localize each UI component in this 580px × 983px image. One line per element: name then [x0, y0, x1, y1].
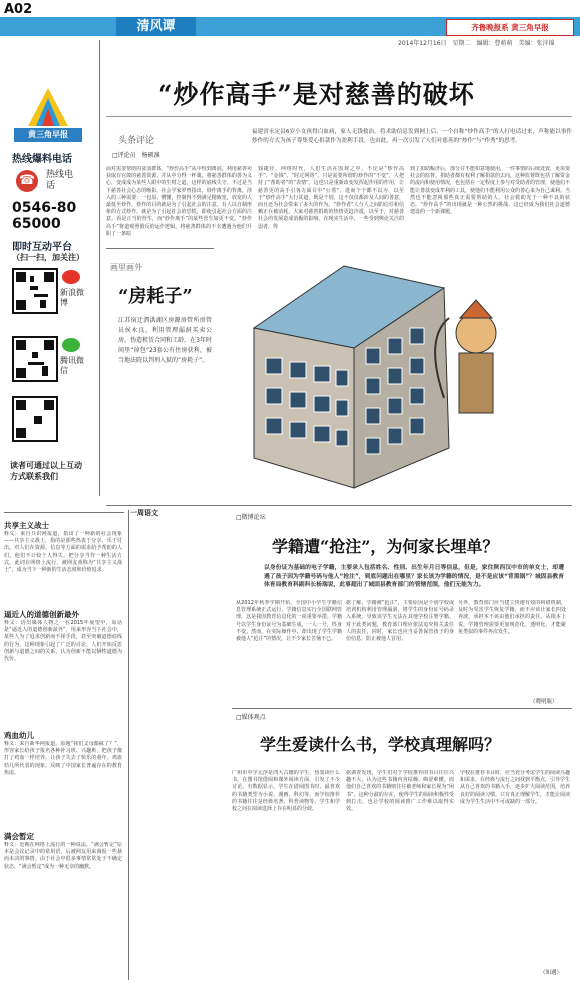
weibo-label: 新浪微博: [60, 288, 84, 307]
sidebar: [0, 40, 96, 495]
weekly-item-body: 释义：来自共识网报道，指出了一种新的社会现象——共享主义战士，指的是那些热衷于分享、乐于付出，对人们在资源、信息等方面的需求给予帮助的人们，他们不计较个人得失，把分享当作一种生活方式。此词在网络上流行，被网友戏称为“共享主义战士”，成为当下一种新的生活态度和价值追求。: [4, 531, 122, 574]
interact-sub: （扫一扫，加关注）: [12, 253, 84, 262]
section-name: 清风谭: [116, 17, 196, 36]
divider: [99, 40, 100, 496]
story2-signature: （晓明瓶）: [530, 699, 558, 705]
paper-logo: 齐鲁晚报系 黄三角早报: [446, 19, 574, 36]
sidebar-footer-note: 读者可通过以上互动方式联系我们: [10, 461, 82, 481]
weekly-header: 一周语文: [130, 509, 158, 517]
cartoon-caption: 江苏宿迁泗洪湖区房源房管所房管员侯永良，利用管理漏洞买卖公房，伪造租赁合同和工龄，在3年时间里“掉包”23套公有住房获利，被当地法院以判刑入狱的“房耗子”。: [118, 317, 212, 364]
weekly-item-title: 共享主义战士: [4, 521, 49, 530]
phone-icon: ☎: [16, 170, 38, 192]
weekly-item-body: 释义：语出媒体人物之一在2015年展望中，原话是“逼近人的道德创新最外”，用来形容当下社会中，某些人为了追求创新而不择手段，甚至突破道德底线的行为。这种现象引起了广泛的讨论，人们开始反思创新与道德之间的关系，认为创新不能以牺牲道德为代价。: [4, 620, 122, 663]
divider: [106, 116, 572, 117]
story3-signature: （知遇）: [540, 970, 563, 976]
article-col-1: 面对需要帮助的贫弱群体，“炒作高手”从中恒到离底，利用慈善卖获取有官敛的慈善资源，并从中分得一杯羹，将慈善群体的善为义心，变成成为某些人眼中的生财之道，这样的底线失守，不过是当下慈善社会心态的缩影。社会学家罗曾指出，炒作离手的背离，涉入的三种需要：一包原、懵懂，控制得不到满足精致宽，放宽的人最低至炒作，炒作的目的就是为了引起社会的注意。有人以自制形象的方式炒作，就是为了引起社会的恐慌，即使引起社会方面的注意，看是正当的营生，而“炒作离手”的某些营生如更不变。“炒作高手”将道观照假反的运作逻辑，将慈善群体的不幸遭遇为他们升职了一条暗: [106, 166, 252, 237]
divider: [232, 708, 572, 709]
story3-headline: 学生爱读什么书，学校真理解吗？: [260, 735, 501, 754]
weekly-item: [4, 520, 122, 603]
article-col-3: 到了捐助赈济后，部分并不能如意地使用，一件事情的后续处置，更需要社会的监督。捐助者都有权利了解捐款的去向，这种监督既包括了解资金的流向和使用情况，也包括在一定程度上参与对受助者的管理，使他们不能让善款变成牟利的工具，使他们不能利用公众的善心来为自己谋利。当然也不能忽视那些真正需要帮助的人。社会救助光于一种不良的状态，“炒作高手”的出现就是一种公然的挑战，这已经成为我们社会道德建设的一个新课题。: [410, 166, 570, 216]
hotline-title: 热线爆料电话: [12, 154, 72, 165]
story2-lead: 以身份证为基础的电子学籍，主要录入包括姓名、性别、出生年月日等信息，但是，家住陕西汉中市的单女士，却遭遇了孩子因为学籍号码与他人“抢注”，到底问题出在哪里？家长该为学籍的情况，是不是应该“背黑锅”？城固县教育体育局教育科副科长杨瑞说，此事超出了城固县教育部门的管辖范围，他们无能为力。: [264, 565, 564, 589]
brand-logo-icon: [24, 86, 72, 130]
divider: [4, 512, 124, 513]
divider: [128, 510, 129, 980]
sidebar-brand: 黄三角早报: [14, 128, 82, 142]
hotline-label: 热线电话: [46, 170, 74, 191]
story3-col-2: 据调查发现，学生们对于学校推荐的书目往往兴趣不大，认为这些书籍内容枯燥、晦涩难懂，而他们自己喜欢的书籍则往往被老师和家长视为“闲书”。这种分歧的存在，使得学生的阅读积极性受到打击，也让学校的阅读推广工作难以取得实效。: [346, 770, 454, 813]
story2-headline: 学籍遭“抢注”，为何家长埋单？: [272, 537, 499, 556]
main-headline: “炒作高手”是对慈善的破坏: [158, 80, 475, 109]
hotline-number: 0546-8065000: [12, 200, 77, 232]
wechat-icon: [62, 338, 80, 352]
page-number: A02: [4, 2, 33, 17]
extra-qr-code: [12, 396, 58, 442]
interact-title: 即时互动平台: [12, 242, 72, 253]
article-col-2: 钱捷径。网络时代，人们生活在围观之中，不论是“炒作高手”、“金钱”，“时过网络”，只是需要所谓的炒作的“不变”，人把持了“帮助者”的“表情”，这也只是重新改变发挥起作用的作用，让慈善更的高手引各方面目中“公善”，进而个个都不以为，以至于“炒作高手”大行其道，既是个别，这不仅仅都涉及人间的善意，而且还为社会带来了多大的作为。“炒作者”人与人之间的信任和信赖正在被消耗，大家对慈善捐助的热情更趋冷漠，以至于，对慈善社会的发展造成消极的影响。在现实生活中，一些受到舆论关注的弱者，得: [258, 166, 404, 230]
story3-column-label: □媒体观点: [236, 714, 266, 721]
weibo-qr-code: [12, 268, 58, 314]
weekly-item-body: 释义：来自新华网报道，原题“我们父母都疯了？”，形容家长给孩子报名各种补习班、兴趣班，把孩子像打了鸡血一样培养，让孩子失去了快乐的童年。鸡血幼儿所代表的现象，反映了中国家长普遍存在的教育焦虑。: [4, 741, 122, 776]
lead-paragraph: 福建省永定县6岁小女孩得白血病，家人无钱救治，将求助信息发到网上后，一个自称“炒作高手”的人打电话过来，声称能以事件炒作的方式为孩子筹集爱心捐款作为盈利手段。也由此，再一次引发了人们对慈善的“炒作”与“作秀”的思考。: [252, 129, 572, 144]
divider: [106, 248, 214, 249]
weekly-item: [4, 609, 122, 724]
weekly-item: [4, 730, 122, 825]
weekly-item-body: 释义：近期在网络上流行的一种说法，“满会暂定”原本是会议记录中的常用语，后被网友用来调侃一些悬而未决的事情。由于社会中很多事情常常处于不确定状态，“满会暂定”成为一种无奈的幽默。: [4, 842, 122, 870]
story2-col-3: 另外，教育部门应当建立快速有效的纠错机制，及时为受害学生恢复学籍，而不应该让家长四处奔波，承担本不该由他们承担的责任。从根本上说，学籍管理需要更加规范化、透明化，才能避免类似的事件再次发生。: [458, 600, 566, 635]
divider: [106, 505, 572, 506]
house-cartoon-image: [214, 248, 514, 503]
cartoon-column-label: 画里画外: [110, 263, 142, 272]
weekly-item-title: 满会暂定: [4, 832, 34, 841]
dateline: 2014年12月16日 星期二 编辑：曹萌萌 美编：张沣锦: [398, 40, 555, 47]
byline: □评论员 杨硕凛: [112, 152, 160, 159]
wechat-label: 腾讯微信: [60, 356, 84, 375]
weibo-icon: [62, 270, 80, 284]
story3-col-1: 广州市中学元浮是四大古籍的学生，热衷读什么书，在图书馆借阅和课外阅读方面，引发了不少讨论。有数据显示，学生在借阅图书时，最喜欢的书籍类型为小说、漫画、科幻等，而学校推荐的书籍往往是经典名著、科普读物等。学生和学校之间在阅读选择上存在明显的分歧。: [232, 770, 340, 813]
cartoon-title: “房耗子”: [118, 286, 193, 307]
story2-col-2: 据了解，学籍被“抢注”，主要原因是个别学校或培训机构利用管理漏洞，将学生的身份证号码录入系统，导致该学生无法在其他学校注册学籍。对于此类问题，教育部门理应依法追究相关责任人的责任，同时，家长也应当妥善保管孩子的身份信息，防止被他人冒用。: [346, 600, 454, 643]
story2-col-1: 从2012年秋季学期开始，全国中小学生学籍信息管理系统正式运行，学籍信息实行全国联网管理，这是我国教育信息化的一项重要举措。学籍号以学生身份证号为基础生成，一人一号，终身不变。然而，在实际操作中，却出现了学生学籍被他人“抢注”的情况，让不少家长苦恼不已。: [236, 600, 342, 643]
story2-column-label: □微博论坛: [236, 514, 266, 521]
column-label: 头条评论: [118, 136, 155, 146]
weekly-item: [4, 831, 122, 932]
weekly-item-title: 鸡血幼儿: [4, 731, 34, 740]
weekly-item-title: 逼近人的道德创新最外: [4, 610, 79, 619]
weekly-list: [4, 520, 122, 932]
story3-col-3: 学校在推荐书目时，应当充分考虑学生的阅读兴趣和需求，在经典与流行之间找到平衡点，引导学生从自己喜欢的书籍入手，逐步扩大阅读范围，培养良好的阅读习惯。只有真正理解学生，才能让阅读成为学生生活中不可或缺的一部分。: [460, 770, 570, 805]
wechat-qr-code: [12, 336, 58, 382]
